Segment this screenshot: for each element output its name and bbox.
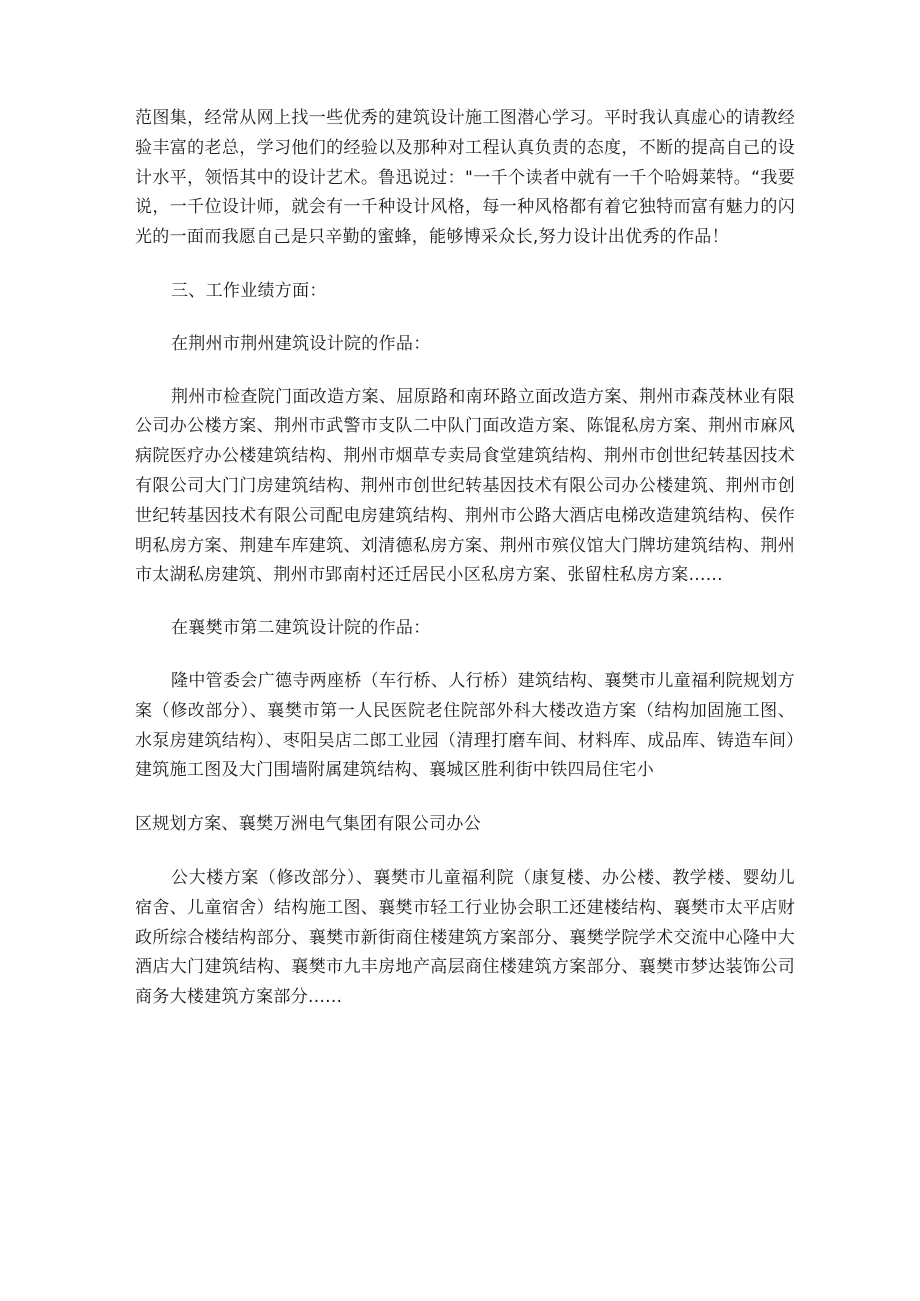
paragraph-gap	[135, 253, 795, 277]
paragraph-xiangfan-works-part2: 区规划方案、襄樊万洲电气集团有限公司办公	[135, 814, 481, 835]
document-body	[135, 104, 795, 1013]
paragraph-xiangfan-works-part3: 公大楼方案（修改部分）、襄樊市儿童福利院（康复楼、办公楼、教学楼、婴幼儿宿舍、儿童宿舍）结构施工图、襄樊市轻工行业协会职工还建楼结构、襄樊市太平店财政所综合楼结构部分、襄樊市新街商住楼建筑方案部分、襄樊学院学术交流中心隆中大酒店大门建筑结构、襄樊市九丰房地产高层商住楼建筑方案部分、襄樊市梦达装饰公司商务大楼建筑方案部分......	[135, 867, 795, 1008]
paragraph-gap	[135, 360, 795, 383]
subheading-jingzhou-institute: 在荆州市荆州建筑设计院的作品：	[171, 333, 431, 354]
subheading-xiangfan-institute: 在襄樊市第二建筑设计院的作品：	[171, 618, 431, 639]
paragraph-gap	[135, 840, 795, 864]
paragraph-gap	[135, 644, 795, 667]
paragraph-gap	[135, 591, 795, 614]
paragraph-xiangfan-works-part1: 隆中管委会广德寺两座桥（车行桥、人行桥）建筑结构、襄樊市儿童福利院规划方案（修改部分）、襄樊市第一人民医院老住院部外科大楼改造方案（结构加固施工图、水泵房建筑结构）、枣阳吴店二郎工业园（清理打磨车间、材料库、成品库、铸造车间）建筑施工图及大门围墙附属建筑结构、襄城区胜利街中铁四局住宅小	[135, 670, 795, 781]
section-heading-work-achievements: 三、工作业绩方面：	[171, 280, 327, 301]
paragraph-gap	[135, 307, 795, 330]
paragraph-design-learning: 范图集，经常从网上找一些优秀的建筑设计施工图潜心学习。平时我认真虚心的请教经验丰富的老总，学习他们的经验以及那种对工程认真负责的态度，不断的提高自己的设计水平，领悟其中的设计艺术。鲁迅说过："一千个读者中就有一千个哈姆莱特。“我要说，一千位设计师，就会有一千种设计风格，每一种风格都有着它独特而富有魅力的闪光的一面而我愿自己是只辛勤的蜜蜂，能够博采众长,努力设计出优秀的作品！	[135, 108, 795, 248]
paragraph-jingzhou-works: 荆州市检查院门面改造方案、屈原路和南环路立面改造方案、荆州市森茂林业有限公司办公楼方案、荆州市武警市支队二中队门面改造方案、陈馄私房方案、荆州市麻风病院医疗办公楼建筑结构、荆州市烟草专卖局食堂建筑结构、荆州市创世纪转基因技术有限公司大门门房建筑结构、荆州市创世纪转基因技术有限公司办公楼建筑、荆州市创世纪转基因技术有限公司配电房建筑结构、荆州市公路大酒店电梯改造建筑结构、侯作明私房方案、荆建车库建筑、刘清德私房方案、荆州市殡仪馆大门牌坊建筑结构、荆州市太湖私房建筑、荆州市郢南村还迁居民小区私房方案、张留柱私房方案......	[135, 386, 795, 586]
paragraph-gap	[135, 786, 795, 810]
